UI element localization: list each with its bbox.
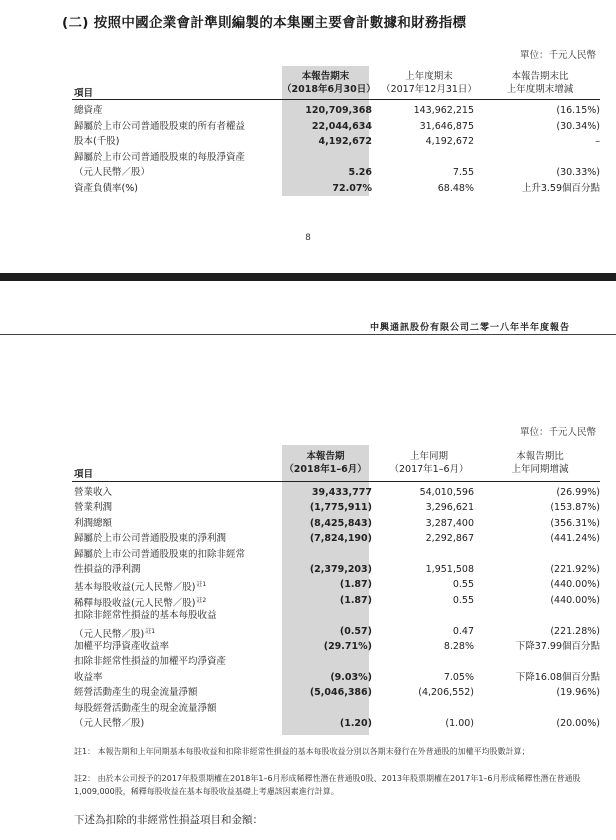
row-label: 歸屬於上市公司普通股股東的扣除非經常 bbox=[74, 548, 246, 560]
change-value: (440.00%) bbox=[550, 579, 600, 591]
table-row bbox=[74, 485, 600, 500]
current-period-value: (1,775,911) bbox=[309, 502, 372, 514]
page-divider bbox=[0, 273, 616, 281]
table-row bbox=[74, 593, 600, 608]
page-header-rule bbox=[0, 334, 616, 335]
table2-item-header: 項目 bbox=[74, 469, 94, 480]
row-label: 扣除非經常性損益的基本每股收益 bbox=[74, 610, 217, 622]
current-period-value: (0.57) bbox=[339, 625, 372, 637]
change-value: (356.31%) bbox=[550, 517, 600, 529]
current-period-value: (9.03%) bbox=[330, 671, 372, 683]
prior-period-value: (4,206,552) bbox=[418, 687, 474, 699]
current-period-value: (29.71%) bbox=[323, 641, 372, 652]
prior-period-value: 3,296,621 bbox=[425, 502, 474, 514]
table2-header-rule bbox=[72, 481, 600, 482]
table-row bbox=[74, 639, 600, 654]
row-label: 歸屬於上市公司普通股股東的淨利潤 bbox=[74, 533, 227, 545]
current-period-value: 5.26 bbox=[348, 167, 372, 178]
table1-header-rule bbox=[72, 99, 600, 100]
footnote-ref: 註1 bbox=[145, 627, 156, 635]
row-label: 歸屬於上市公司普通股股東的每股淨資產 bbox=[74, 151, 246, 163]
prior-period-value: 54,010,596 bbox=[419, 487, 474, 498]
table-row bbox=[74, 547, 600, 562]
row-label: 稀釋每股收益(元人民幣／股)$^{註2}$ bbox=[74, 596, 207, 609]
row-label: 基本每股收益(元人民幣／股)$^{註1}$ bbox=[74, 581, 207, 594]
prior-period-value: 31,646,875 bbox=[419, 120, 474, 132]
footer-text: 下述為扣除的非經常性損益項目和金額： bbox=[74, 814, 263, 826]
table1-item-header: 項目 bbox=[74, 88, 94, 99]
prior-period-value: 0.55 bbox=[452, 579, 474, 591]
current-period-value: (5,046,386) bbox=[309, 687, 372, 699]
change-value: (30.34%) bbox=[556, 120, 600, 132]
table-row bbox=[74, 516, 600, 531]
page-number: 8 bbox=[305, 233, 311, 243]
row-label: 資產負債率(%) bbox=[74, 182, 138, 194]
row-label: 股本(千股) bbox=[74, 136, 120, 147]
current-period-value: 39,433,777 bbox=[311, 487, 372, 498]
row-label: （元人民幣／股） bbox=[74, 167, 151, 178]
change-value: (441.24%) bbox=[550, 533, 600, 545]
table1-col1-header: 本報告期末 （2018年6月30日） bbox=[282, 71, 376, 95]
current-period-value: (8,425,843) bbox=[309, 517, 372, 529]
table1-col2-header: 上年度期末 （2017年12月31日） bbox=[381, 71, 477, 95]
table-row bbox=[74, 624, 600, 639]
change-value: (19.96%) bbox=[556, 687, 600, 699]
change-value: (16.15%) bbox=[556, 105, 600, 116]
change-value: (20.00%) bbox=[556, 718, 600, 729]
current-period-value: (1.20) bbox=[339, 718, 372, 729]
table2-col1-header: 本報告期 （2018年1–6月） bbox=[284, 451, 367, 475]
table-row bbox=[74, 608, 600, 623]
prior-period-value: 2,292,867 bbox=[425, 533, 474, 545]
change-value: 下降16.08個百分點 bbox=[515, 671, 600, 683]
note-1: 註1： 本報告期和上年同期基本每股收益和扣除非經常性損益的基本每股收益分別以各期末發行在外普通股的加權平均股數計算； bbox=[74, 747, 530, 756]
table-row bbox=[74, 119, 600, 134]
page-header: 中興通訊股份有限公司二零一八年半年度報告 bbox=[369, 323, 570, 333]
prior-period-value: 7.55 bbox=[452, 167, 474, 178]
row-label: 扣除非經常性損益的加權平均淨資產 bbox=[74, 656, 227, 668]
current-period-value: 4,192,672 bbox=[318, 136, 372, 147]
change-value: (30.33%) bbox=[556, 167, 600, 178]
table1-unit: 單位：千元人民幣 bbox=[519, 50, 596, 61]
current-period-value: (1.87) bbox=[339, 594, 372, 606]
row-label: 每股經營活動產生的現金流量淨額 bbox=[74, 702, 217, 714]
table-row bbox=[74, 103, 600, 118]
table-row bbox=[74, 181, 600, 196]
footnote-ref: 註2 bbox=[196, 596, 207, 604]
prior-period-value: (1.00) bbox=[445, 718, 474, 729]
table-row bbox=[74, 500, 600, 515]
prior-period-value: 0.47 bbox=[452, 625, 474, 637]
current-period-value: (1.87) bbox=[339, 579, 372, 591]
row-label: （元人民幣／股)$^{註1}$ bbox=[74, 627, 156, 640]
section-title: (二) 按照中國企業會計準則編製的本集團主要會計數據和財務指標 bbox=[62, 15, 467, 31]
table1-col3-header: 本報告期末比 上年度期末增減 bbox=[506, 71, 574, 95]
change-value: (440.00%) bbox=[550, 594, 600, 606]
row-label: 歸屬於上市公司普通股股東的所有者權益 bbox=[74, 120, 246, 132]
table-row bbox=[74, 165, 600, 180]
prior-period-value: 1,951,508 bbox=[425, 564, 474, 575]
prior-period-value: 7.05% bbox=[443, 671, 474, 683]
row-label: 營業利潤 bbox=[74, 502, 113, 514]
row-label: 性損益的淨利潤 bbox=[74, 564, 141, 575]
row-label: 利潤總額 bbox=[74, 517, 113, 529]
table2-unit: 單位：千元人民幣 bbox=[519, 427, 596, 438]
current-period-value: 22,044,634 bbox=[311, 120, 372, 132]
change-value: 下降37.99個百分點 bbox=[515, 641, 600, 652]
change-value: (26.99%) bbox=[556, 487, 600, 498]
table-row bbox=[74, 134, 600, 149]
row-label: 營業收入 bbox=[74, 487, 113, 498]
table-row bbox=[74, 701, 600, 716]
row-label: 總資產 bbox=[74, 105, 103, 116]
table-row bbox=[74, 716, 600, 731]
change-value: (153.87%) bbox=[550, 502, 600, 514]
current-period-value: 120,709,368 bbox=[305, 105, 372, 116]
row-label: 收益率 bbox=[74, 671, 103, 683]
note-2: 註2： 由於本公司授予的2017年股票期權在2018年1–6月形成稀釋性潛在普通股0股、2013年股票期權在2017年1–6月形成稀釋性潛在普通股1,009,000股，稀釋每股收益在基本每股收益基礎上考慮該因素進行計算。 bbox=[74, 774, 581, 796]
table-row bbox=[74, 531, 600, 546]
prior-period-value: 68.48% bbox=[437, 182, 474, 194]
change-value: (221.28%) bbox=[550, 625, 600, 637]
row-label: 加權平均淨資產收益率 bbox=[74, 641, 170, 652]
table-row bbox=[74, 670, 600, 685]
current-period-value: (2,379,203) bbox=[309, 564, 372, 575]
table-row bbox=[74, 685, 600, 700]
prior-period-value: 143,962,215 bbox=[413, 105, 474, 116]
row-label: （元人民幣／股) bbox=[74, 718, 145, 729]
prior-period-value: 8.28% bbox=[443, 641, 474, 652]
table2-col3-header: 本報告期比 上年同期增減 bbox=[511, 451, 569, 475]
change-value: – bbox=[595, 136, 600, 147]
current-period-value: (7,824,190) bbox=[309, 533, 372, 545]
footnote-ref: 註1 bbox=[196, 581, 207, 589]
table-row bbox=[74, 562, 600, 577]
row-label: 經營活動產生的現金流量淨額 bbox=[74, 687, 198, 699]
table2-col2-header: 上年同期 （2017年1–6月） bbox=[389, 451, 469, 475]
change-value: 上升3.59個百分點 bbox=[521, 182, 600, 194]
table-row bbox=[74, 577, 600, 592]
table-row bbox=[74, 654, 600, 669]
current-period-value: 72.07% bbox=[332, 182, 372, 194]
prior-period-value: 0.55 bbox=[452, 594, 474, 606]
prior-period-value: 4,192,672 bbox=[425, 136, 474, 147]
change-value: (221.92%) bbox=[550, 564, 600, 575]
table-row bbox=[74, 150, 600, 165]
prior-period-value: 3,287,400 bbox=[425, 517, 474, 529]
